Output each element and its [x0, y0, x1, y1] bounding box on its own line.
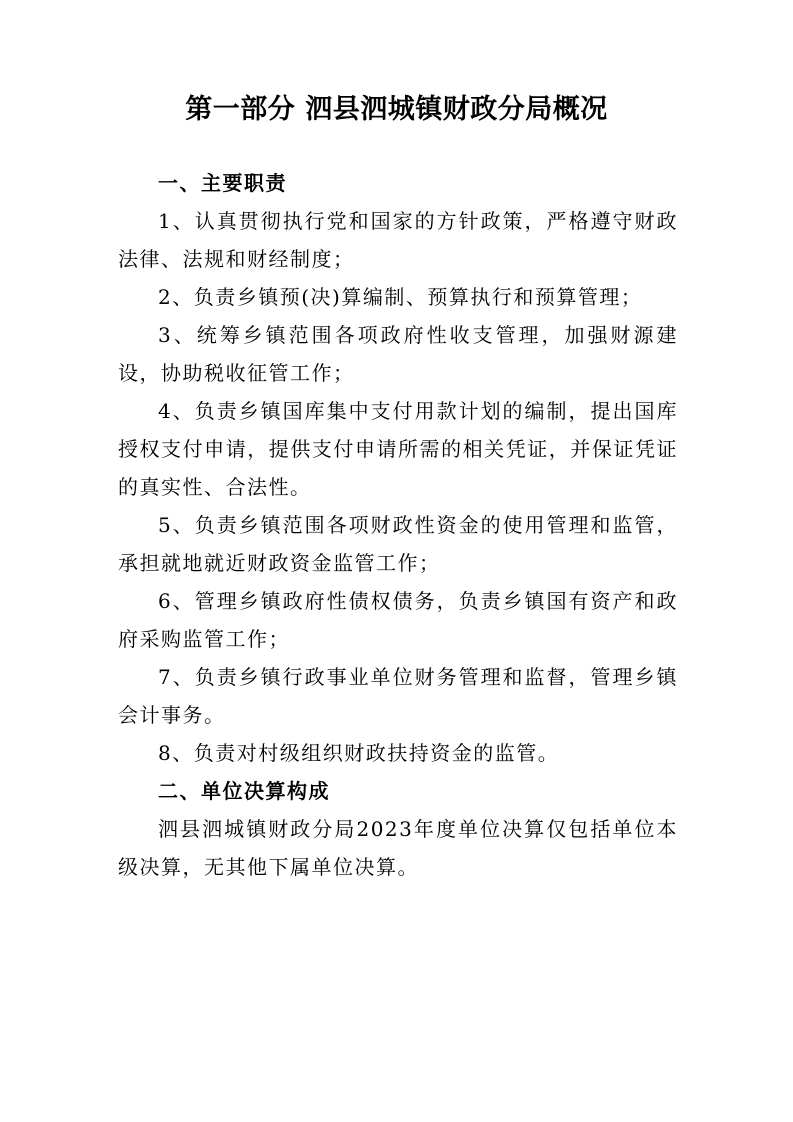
duty-item-5: 5、负责乡镇范围各项财政性资金的使用管理和监管，承担就地就近财政资金监管工作； — [118, 513, 678, 575]
section-heading-main-duties: 一、主要职责 — [158, 171, 287, 195]
duty-item-8: 8、负责对村级组织财政扶持资金的监管。 — [158, 741, 560, 765]
unit-composition-text: 泗县泗城镇财政分局2023年度单位决算仅包括单位本级决算，无其他下属单位决算。 — [118, 817, 678, 879]
duty-item-4: 4、负责乡镇国库集中支付用款计划的编制，提出国库授权支付申请，提供支付申请所需的相关凭证，并保证凭证的真实性、合法性。 — [118, 399, 678, 499]
page-title: 第一部分 泗县泗城镇财政分局概况 — [185, 94, 608, 125]
duty-item-6: 6、管理乡镇政府性债权债务，负责乡镇国有资产和政府采购监管工作； — [118, 589, 678, 651]
duty-item-7: 7、负责乡镇行政事业单位财务管理和监督，管理乡镇会计事务。 — [118, 665, 678, 727]
section-heading-unit-composition: 二、单位决算构成 — [158, 779, 330, 803]
duty-item-2: 2、负责乡镇预(决)算编制、预算执行和预算管理； — [158, 285, 643, 309]
document-body — [118, 164, 678, 886]
duty-item-1: 1、认真贯彻执行党和国家的方针政策，严格遵守财政法律、法规和财经制度； — [118, 209, 678, 271]
duty-item-3: 3、统筹乡镇范围各项政府性收支管理，加强财源建设，协助税收征管工作； — [118, 323, 678, 385]
